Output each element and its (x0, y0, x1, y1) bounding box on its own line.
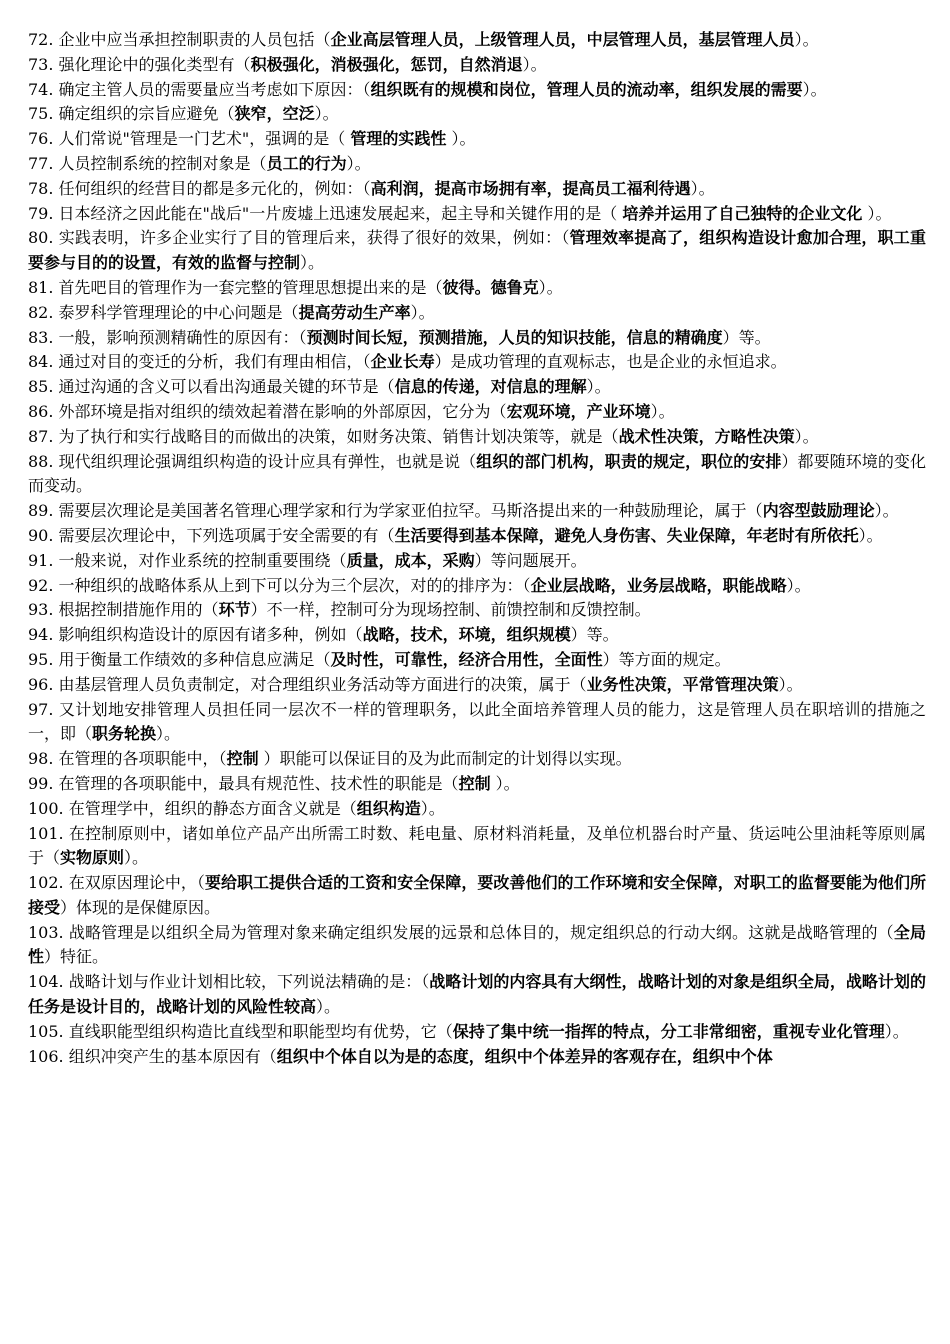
answer-text: 企业层战略，业务层战略，职能战略 (530, 575, 787, 595)
item-number: 92. (28, 575, 54, 595)
answer-text: 战略计划的内容具有大纲性，战略计划的对象是组织全局，战略计划的任务是设计目的，战略计划的风险性较高 (28, 972, 926, 1017)
question-text: 企业中应当承担控制职责的人员包括（ (58, 30, 331, 49)
question-text: ）等。 (722, 327, 771, 347)
item-number: 74. (28, 79, 54, 99)
list-item (28, 450, 926, 500)
question-text: 实践表明，许多企业实行了目的管理后来，获得了很好的效果，例如：（ (58, 228, 570, 248)
answer-text: 保持了集中统一指挥的特点，分工非常细密，重视专业化管理 (452, 1021, 885, 1041)
question-text: 在管理学中，组织的静态方面含义就是（ (68, 798, 357, 818)
item-number: 73. (28, 54, 54, 74)
item-number: 99. (28, 773, 54, 793)
item-number: 76. (28, 129, 54, 149)
question-text: ）。 (314, 104, 339, 124)
question-text: ）。 (316, 997, 341, 1017)
question-text: 在双原因理论中，（ (68, 873, 205, 893)
answer-text: 环节 (218, 600, 251, 620)
list-item (28, 375, 926, 400)
answer-text: 战略，技术，环境，组织规模 (362, 625, 571, 645)
item-number: 93. (28, 600, 54, 620)
list-item (28, 549, 926, 574)
item-number: 90. (28, 525, 54, 545)
question-text: ）。 (410, 302, 435, 322)
answer-text: 战术性决策，方略性决策 (618, 426, 795, 446)
question-text: 一种组织的战略体系从上到下可以分为三个层次，对的的排序为：（ (58, 575, 531, 595)
question-text: 通过对目的变迁的分析，我们有理由相信，（ (58, 352, 371, 372)
list-item (28, 102, 926, 127)
question-text: ）。 (156, 724, 181, 744)
question-text: 一般，影响预测精确性的原因有：（ (58, 327, 307, 347)
list-item (28, 623, 926, 648)
question-text: 影响组织构造设计的原因有诸多种，例如（ (58, 625, 363, 645)
answer-text: 管理效率提高了，组织构造设计愈加合理，职工重要参与目的的设置，有效的监督与控制 (28, 228, 926, 273)
item-number: 87. (28, 426, 54, 446)
question-text: ）。 (786, 575, 811, 595)
list-item (28, 747, 926, 772)
list-item (28, 871, 926, 921)
question-text: 用于衡量工作绩效的多种信息应满足（ (58, 649, 331, 669)
answer-text: 狭窄，空泛 (234, 104, 315, 124)
item-number: 83. (28, 327, 54, 347)
question-text: 泰罗科学管理理论的中心问题是（ (58, 302, 299, 322)
question-text: ）。 (420, 798, 445, 818)
list-item (28, 177, 926, 202)
item-number: 78. (28, 178, 54, 198)
item-number: 106. (28, 1046, 64, 1066)
answer-text: 信息的传递，对信息的理解 (394, 377, 587, 397)
question-text: ）。 (300, 253, 325, 273)
list-item (28, 822, 926, 872)
list-item (28, 400, 926, 425)
question-text: 需要层次理论是美国著名管理心理学家和行为学家亚伯拉罕。马斯洛提出来的一种鼓励理论，属于（ (58, 501, 763, 521)
answer-text: 提高劳动生产率 (298, 302, 411, 322)
question-text: ）。 (522, 54, 547, 74)
list-item (28, 524, 926, 549)
question-text: ）职能可以保证目的及为此而制定的计划得以实现。 (258, 749, 632, 769)
question-text: ）等。 (570, 625, 619, 645)
answer-text: 业务性决策，平常管理决策 (586, 674, 779, 694)
answer-text: 生活要得到基本保障，避免人身伤害、失业保障，年老时有所依托 (394, 525, 859, 545)
list-item (28, 127, 926, 152)
item-number: 80. (28, 228, 54, 248)
item-number: 100. (28, 798, 64, 818)
list-item (28, 152, 926, 177)
item-number: 75. (28, 104, 54, 124)
question-text: ）。 (862, 203, 892, 223)
item-number: 77. (28, 153, 54, 173)
question-text: 任何组织的经营目的都是多元化的，例如：（ (58, 178, 371, 198)
list-item (28, 276, 926, 301)
list-item (28, 970, 926, 1020)
item-number: 85. (28, 377, 54, 397)
item-number: 98. (28, 749, 54, 769)
item-number: 102. (28, 873, 64, 893)
item-number: 91. (28, 550, 54, 570)
question-text: ）。 (446, 129, 476, 149)
question-text: 人们常说"管理是一门艺术"，强调的是（ (58, 129, 351, 149)
answer-text: 高利润，提高市场拥有率，提高员工福利待遇 (370, 178, 691, 198)
question-text: 首先吧目的管理作为一套完整的管理思想提出来的是（ (58, 277, 443, 297)
question-text: ）。 (884, 1021, 909, 1041)
question-text: ）。 (650, 401, 675, 421)
question-text: 在控制原则中，诸如单位产品产出所需工时数、耗电量、原材料消耗量，及单位机器台时产量、货运吨公里油耗等原则属于（ (28, 823, 926, 868)
question-text: ）。 (124, 848, 149, 868)
question-text: 在管理的各项职能中，（ (58, 749, 227, 769)
answer-text: 组织既有的规模和岗位，管理人员的流动率，组织发展的需要 (370, 79, 803, 99)
list-item (28, 1045, 926, 1070)
answer-text: 质量，成本，采购 (346, 550, 475, 570)
answer-text: 组织中个体自以为是的态度，组织中个体差异的客观存在，组织中个体 (276, 1046, 773, 1066)
question-text: ）。 (586, 377, 611, 397)
list-item (28, 499, 926, 524)
item-number: 95. (28, 649, 54, 669)
question-text: ）特征。 (44, 947, 109, 967)
list-item (28, 1020, 926, 1045)
list-item (28, 425, 926, 450)
question-text: 由基层管理人员负责制定，对合理组织业务活动等方面进行的决策，属于（ (58, 674, 587, 694)
question-text: ）等方面的规定。 (602, 649, 731, 669)
question-text: 一般来说，对作业系统的控制重要围绕（ (58, 550, 347, 570)
answer-text: 职务轮换 (92, 724, 157, 744)
answer-text: 彼得。德鲁克 (442, 277, 539, 297)
question-text: ）。 (858, 525, 883, 545)
question-text: 战略管理是以组织全局为管理对象来确定组织发展的远景和总体目的，规定组织总的行动大纲。这就是战略管理的（ (68, 922, 894, 942)
item-number: 105. (28, 1021, 64, 1041)
answer-text: 控制 (226, 749, 259, 769)
item-number: 82. (28, 302, 54, 322)
question-text: 直线职能型组织构造比直线型和职能型均有优势，它（ (68, 1021, 453, 1041)
question-text: 确定组织的宗旨应避免（ (58, 104, 235, 124)
item-number: 84. (28, 352, 54, 372)
question-text: ）是成功管理的直观标志，也是企业的永恒追求。 (434, 352, 787, 372)
question-text: ）。 (802, 79, 827, 99)
answer-text: 预测时间长短，预测措施，人员的知识技能，信息的精确度 (306, 327, 723, 347)
item-number: 81. (28, 277, 54, 297)
answer-text: 组织构造 (356, 798, 421, 818)
item-number: 79. (28, 203, 54, 223)
question-text: 确定主管人员的需要量应当考虑如下原因：（ (58, 79, 371, 99)
item-number: 72. (28, 30, 54, 49)
answer-text: 积极强化，消极强化，惩罚，自然消退 (250, 54, 523, 74)
question-text: 又计划地安排管理人员担任同一层次不一样的管理职务，以此全面培养管理人员的能力，这是管理人员在职培训的措施之一，即（ (28, 699, 926, 744)
list-item (28, 301, 926, 326)
answer-text: 及时性，可靠性，经济合用性，全面性 (330, 649, 603, 669)
answer-text: 企业长寿 (370, 352, 435, 372)
list-item (28, 53, 926, 78)
question-text: 强化理论中的强化类型有（ (58, 54, 251, 74)
answer-text: 实物原则 (60, 848, 125, 868)
answer-text: 组织的部门机构，职责的规定，职位的安排 (476, 451, 782, 471)
list-item (28, 648, 926, 673)
answer-text: 企业高层管理人员，上级管理人员，中层管理人员，基层管理人员 (330, 30, 795, 49)
item-number: 89. (28, 501, 54, 521)
question-text: ）。 (794, 426, 819, 446)
list-item (28, 350, 926, 375)
question-text: ）。 (490, 773, 520, 793)
item-number: 86. (28, 401, 54, 421)
answer-text: 全局性 (28, 922, 926, 967)
question-text: ）都要随环境的变化而变动。 (28, 451, 926, 496)
question-text: 需要层次理论中，下列选项属于安全需要的有（ (58, 525, 395, 545)
list-item (28, 574, 926, 599)
item-number: 96. (28, 674, 54, 694)
list-item (28, 78, 926, 103)
list-item (28, 797, 926, 822)
list-item (28, 202, 926, 227)
question-text: 根据控制措施作用的（ (58, 600, 219, 620)
question-text: ）等问题展开。 (474, 550, 587, 570)
answer-text: 管理的实践性 (350, 129, 447, 149)
answer-text: 员工的行为 (266, 153, 347, 173)
question-text: ）。 (538, 277, 563, 297)
question-text: 在管理的各项职能中，最具有规范性、技术性的职能是（ (58, 773, 459, 793)
question-text: 人员控制系统的控制对象是（ (58, 153, 267, 173)
question-text: 为了执行和实行战略目的而做出的决策，如财务决策、销售计划决策等，就是（ (58, 426, 619, 446)
question-text: 通过沟通的含义可以看出沟通最关键的环节是（ (58, 377, 395, 397)
question-text: 组织冲突产生的基本原因有（ (68, 1046, 277, 1066)
answer-text: 控制 (458, 773, 491, 793)
list-item (28, 28, 926, 53)
question-text: ）。 (794, 30, 819, 49)
question-text: 战略计划与作业计划相比较，下列说法精确的是：（ (68, 972, 430, 992)
item-number: 103. (28, 922, 64, 942)
list-item (28, 921, 926, 971)
item-number: 88. (28, 451, 54, 471)
question-text: ）不一样，控制可分为现场控制、前馈控制和反馈控制。 (250, 600, 651, 620)
question-text: 日本经济之因此能在"战后"一片废墟上迅速发展起来，起主导和关键作用的是（ (58, 203, 623, 223)
item-number: 101. (28, 823, 64, 843)
answer-text: 培养并运用了自己独特的企业文化 (622, 203, 863, 223)
question-text: ）。 (874, 501, 899, 521)
list-item (28, 226, 926, 276)
question-text: ）。 (690, 178, 715, 198)
item-number: 104. (28, 972, 64, 992)
list-item (28, 598, 926, 623)
question-text: 现代组织理论强调组织构造的设计应具有弹性，也就是说（ (58, 451, 477, 471)
answer-text: 内容型鼓励理论 (762, 501, 875, 521)
question-text: 外部环境是指对组织的绩效起着潜在影响的外部原因，它分为（ (58, 401, 507, 421)
answer-text: 要给职工提供合适的工资和安全保障，要改善他们的工作环境和安全保障，对职工的监督要能为他们所接受 (28, 873, 926, 917)
question-text: ）。 (346, 153, 371, 173)
list-item (28, 326, 926, 351)
item-number: 94. (28, 625, 54, 645)
item-number: 97. (28, 699, 54, 719)
question-text: ）。 (778, 674, 803, 694)
list-item (28, 673, 926, 698)
list-item (28, 772, 926, 797)
list-item (28, 698, 926, 748)
question-text: ）体现的是保健原因。 (60, 897, 221, 917)
answer-text: 宏观环境，产业环境 (506, 401, 651, 421)
